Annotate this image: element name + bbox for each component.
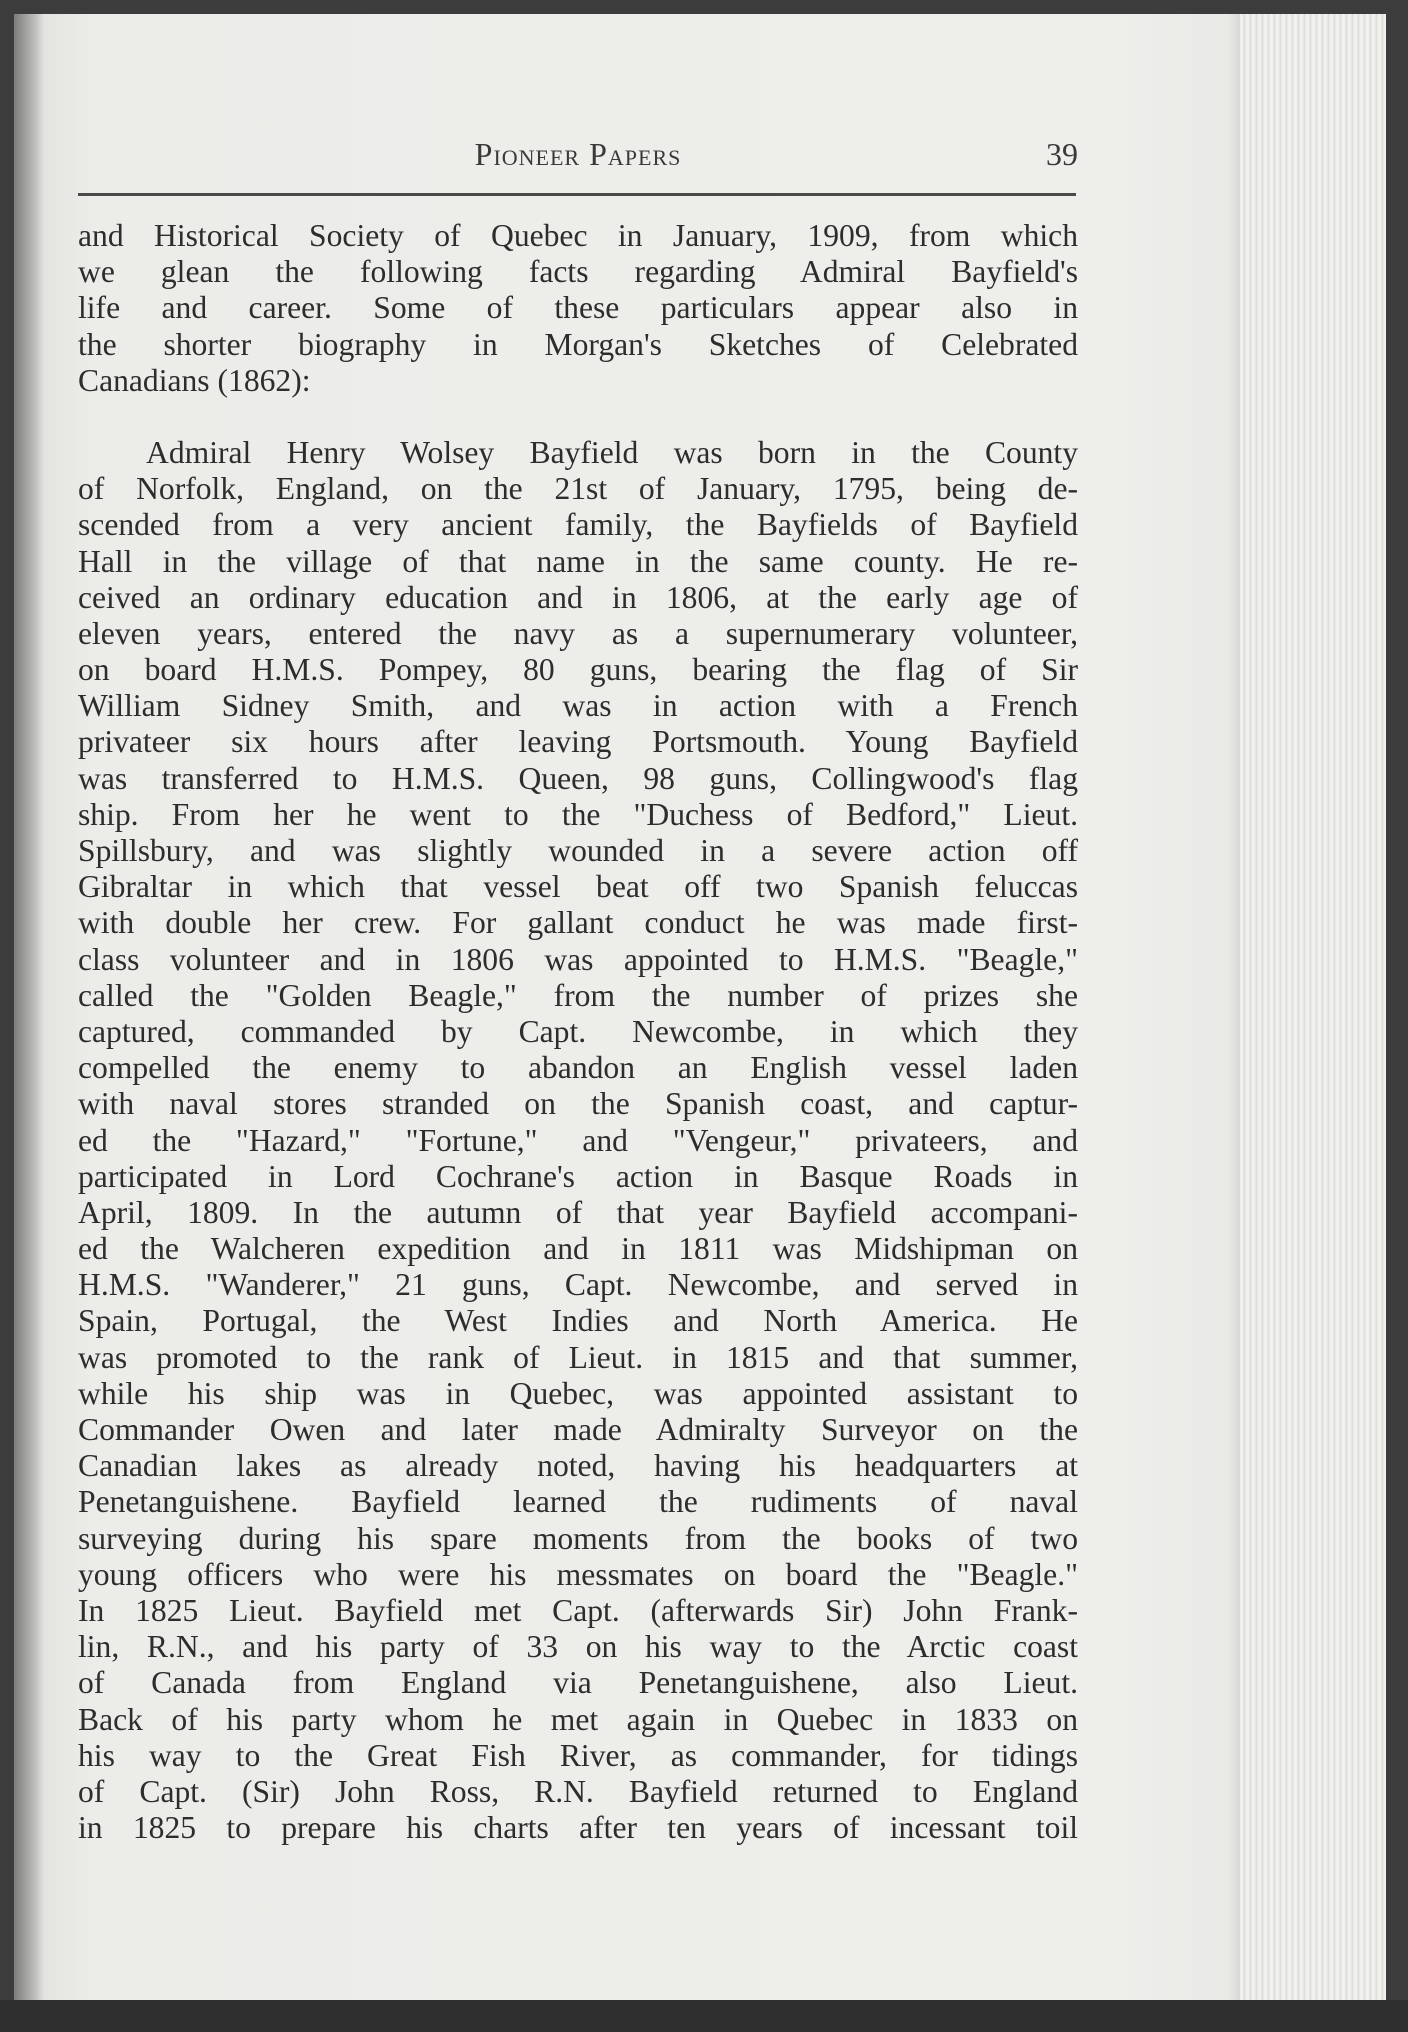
paragraph-gap	[78, 399, 1078, 435]
text-line: Penetanguishene. Bayfield learned the rudiments of naval	[78, 1484, 1078, 1520]
page-edges	[1240, 14, 1386, 2014]
binding-shadow	[14, 14, 44, 2014]
text-line: with naval stores stranded on the Spanish coast, and captur-	[78, 1086, 1078, 1122]
text-line: privateer six hours after leaving Portsmouth. Young Bayfield	[78, 724, 1078, 760]
page-number: 39	[1046, 136, 1078, 172]
text-line: H.M.S. "Wanderer," 21 guns, Capt. Newcombe, and served in	[78, 1267, 1078, 1303]
text-line: with double her crew. For gallant conduct he was made first-	[78, 905, 1078, 941]
text-line: of Capt. (Sir) John Ross, R.N. Bayfield returned to England	[78, 1773, 1078, 1809]
text-line: ed the "Hazard," "Fortune," and "Vengeur," privateers, and	[78, 1122, 1078, 1158]
scan-bottom-border	[0, 2000, 1408, 2032]
text-line: Canadians (1862):	[78, 362, 311, 398]
text-line: In 1825 Lieut. Bayfield met Capt. (afterwards Sir) John Frank-	[78, 1592, 1078, 1628]
text-line: William Sidney Smith, and was in action with a French	[78, 688, 1078, 724]
text-line: ed the Walcheren expedition and in 1811 was Midshipman on	[78, 1231, 1078, 1267]
text-line: his way to the Great Fish River, as commander, for tidings	[78, 1737, 1078, 1773]
text-line: while his ship was in Quebec, was appointed assistant to	[78, 1375, 1078, 1411]
text-line: Spillsbury, and was slightly wounded in a severe action off	[78, 833, 1078, 868]
text-line: life and career. Some of these particulars appear also in	[78, 290, 1078, 326]
text-line: Canadian lakes as already noted, having his headquarters at	[78, 1448, 1078, 1484]
text-line: on board H.M.S. Pompey, 80 guns, bearing the flag of Sir	[78, 652, 1078, 688]
header-rule	[78, 193, 1076, 196]
text-line: compelled the enemy to abandon an English vessel laden	[78, 1050, 1078, 1086]
text-line: was promoted to the rank of Lieut. in 1815 and that summer,	[78, 1339, 1078, 1375]
running-title: Pioneer Papers	[474, 136, 682, 172]
body-text	[78, 218, 1078, 1846]
text-line: Hall in the village of that name in the same county. He re-	[78, 543, 1078, 579]
text-line: participated in Lord Cochrane's action in Basque Roads in	[78, 1158, 1078, 1194]
text-line: called the "Golden Beagle," from the number of prizes she	[78, 977, 1078, 1013]
text-line: of Canada from England via Penetanguishene, also Lieut.	[78, 1665, 1078, 1701]
text-line: Back of his party whom he met again in Quebec in 1833 on	[78, 1701, 1078, 1737]
text-line: the shorter biography in Morgan's Sketches of Celebrated	[78, 326, 1078, 362]
text-line: in 1825 to prepare his charts after ten years of incessant toil	[78, 1810, 1078, 1846]
text-line: was transferred to H.M.S. Queen, 98 guns, Collingwood's flag	[78, 760, 1078, 796]
text-line: we glean the following facts regarding Admiral Bayfield's	[78, 254, 1078, 290]
text-line: April, 1809. In the autumn of that year Bayfield accompani-	[78, 1194, 1078, 1230]
text-line: young officers who were his messmates on board the "Beagle."	[78, 1556, 1078, 1592]
paragraph	[78, 218, 1078, 399]
text-line: Admiral Henry Wolsey Bayfield was born in the County	[146, 434, 1078, 470]
text-line: captured, commanded by Capt. Newcombe, in which they	[78, 1013, 1078, 1049]
text-line: of Norfolk, England, on the 21st of January, 1795, being de-	[78, 471, 1078, 507]
text-line: ship. From her he went to the "Duchess of Bedford," Lieut.	[78, 796, 1078, 832]
text-line: ceived an ordinary education and in 1806, at the early age of	[78, 579, 1078, 615]
text-line: Gibraltar in which that vessel beat off two Spanish feluccas	[78, 869, 1078, 905]
text-line: Spain, Portugal, the West Indies and North America. He	[78, 1303, 1078, 1339]
text-line: and Historical Society of Quebec in January, 1909, from which	[78, 218, 1078, 253]
text-line: Commander Owen and later made Admiralty Surveyor on the	[78, 1412, 1078, 1447]
text-line: surveying during his spare moments from the books of two	[78, 1520, 1078, 1556]
text-line: lin, R.N., and his party of 33 on his way to the Arctic coast	[78, 1629, 1078, 1665]
text-line: scended from a very ancient family, the Bayfields of Bayfield	[78, 507, 1078, 543]
running-header	[78, 130, 1078, 178]
text-line: eleven years, entered the navy as a supernumerary volunteer,	[78, 615, 1078, 651]
paragraph	[78, 435, 1078, 1846]
text-line: class volunteer and in 1806 was appointed to H.M.S. "Beagle,"	[78, 941, 1078, 977]
